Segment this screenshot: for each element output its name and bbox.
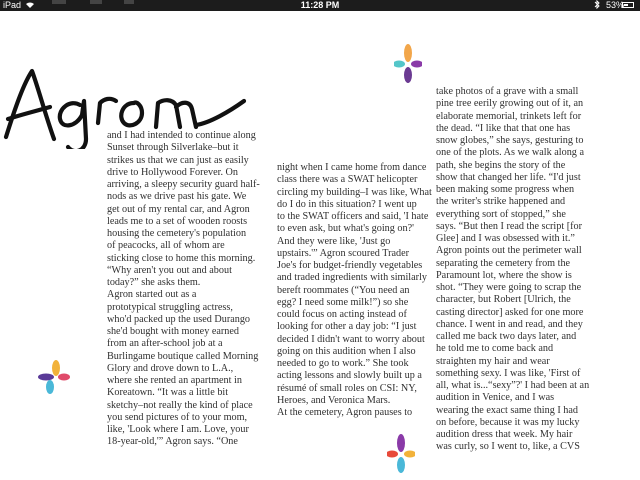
text-line: Paramount lot, where the show is [436,269,572,281]
text-line: Glee] and I was obsessed with it.” [436,233,575,244]
text-line: everything sort of stopped,” she [436,208,566,220]
text-line: like, 'Look where I am. Love, your [107,424,249,435]
text-line: going on this audition when I also [277,345,416,357]
text-line: audition in Venice, and I was [436,392,555,404]
text-column-3 [436,86,589,454]
text-line: Agron points out the perimeter wall [436,245,582,257]
text-line: Heroes, and Veronica Mars. [277,394,391,406]
text-line: sticking close to home this morning. [107,252,256,264]
text-line: snow globes,” she says, gesturing to [436,135,584,146]
text-line: separating the cemetery from the [436,257,571,269]
flower-ornament-top [394,44,422,84]
text-line: all, what is...“sexy”?' I had been at an [436,380,590,391]
text-line: something sexy. I was like, 'First of [436,367,581,379]
text-line: bereft roommates (“You need an [277,284,410,296]
text-line: who'd packed up the used Durango [107,313,251,325]
text-line: pine tree eerily growing out of it, an [436,98,584,110]
text-line: decided I didn't want to worry about [277,333,425,345]
text-line: 18-year-old,'” Agron says. “One [107,436,238,448]
text-line: night when I came home from dance [277,162,427,173]
text-line: Sunset through Silverlake–but it [107,142,239,154]
text-line: could focus on acting instead of [277,309,407,320]
text-line: get out of my rental car, and Agron [107,203,250,215]
text-line: he told me to come back and [436,343,554,355]
text-line: sketchy–not really the kind of place [107,399,253,411]
faded-media-controls [44,0,164,10]
text-line: acting lessons and slowly built up a [277,370,422,382]
text-line: upstairs.'” Agron scoured Trader [277,247,409,259]
text-line: casting director] asked for one more [436,306,584,318]
text-line: housing the cemetery's population [107,228,247,239]
text-line: class there was a SWAT helicopter [277,174,418,186]
text-line: Glory and drove down to L.A., [107,362,234,374]
text-line: egg? I need some milk!”) so she [277,296,409,308]
text-line: says. “But then I read the script [for [436,220,582,232]
text-line: elaborate memorial, trinkets left for [436,110,582,122]
text-line: leads me to a set of wooden roosts [107,215,248,227]
text-line: shot. “They were going to scrap the [436,282,582,293]
text-line: path, she begins the story of the [436,159,566,171]
text-line: drive to Hollywood Forever. On [107,166,239,178]
text-column-2 [277,162,432,419]
text-line: At the cemetery, Agron pauses to [277,407,413,418]
magazine-page[interactable] [0,11,640,480]
clock: 11:28 PM [300,0,340,10]
text-line: on before, because it was my lucky [436,416,580,428]
text-line: show that changed her life. “I'd just [436,171,581,183]
text-line: she'd bought with money earned [107,326,239,337]
text-line: And they were like, 'Just go [277,235,391,247]
text-line: needed to go to work.” She took [277,358,409,369]
text-line: wearing the exact same thing I had [436,404,579,416]
text-line: today?” she asks them. [107,277,201,288]
text-line: do I do in this situation? I went up [277,198,417,210]
text-line: nods as we drive past his gate. We [107,191,247,203]
text-line: Agron started out as a [107,289,197,301]
text-line: prototypical struggling actress, [107,301,233,313]
text-line: circling my building–I was like, What [277,186,432,198]
text-line: called me back two days later, and [436,331,577,342]
text-line: straighten my hair and wear [436,355,550,367]
text-line: from an after-school job at a [107,338,223,350]
flower-ornament-left [38,360,70,394]
text-line: arriving, a sleepy security guard half- [107,179,260,190]
text-line: strikes us that we can just as easily [107,154,249,166]
text-line: Burlingame boutique called Morning [107,350,259,362]
device-label: iPad [3,0,22,10]
battery-percent: 53% [606,0,625,10]
flower-ornament-bottom [387,434,415,474]
text-line: was curly, so I went to, like, a CVS [436,441,580,453]
text-line: résumé of small roles on CSI: NY, [277,382,417,394]
text-line: take photos of a grave with a small [436,86,579,97]
text-line: audition dress that week. My hair [436,429,573,440]
text-line: and I had intended to continue along [107,130,256,141]
text-line: “Why aren't you out and about [107,264,232,276]
text-line: the dead. “I like that that one has [436,122,571,134]
text-column-1 [107,130,260,449]
battery-icon [622,2,634,8]
text-line: chance. I went in and read, and they [436,318,583,330]
text-line: you send pictures of to your mom, [107,411,248,423]
text-line: looking for other a day job: “I just [277,321,417,333]
text-line: character, but Robert [Ulrich, the [436,294,571,306]
text-line: the writer's strike happened and [436,196,566,208]
text-line: been making some progress when [436,184,575,195]
text-line: to the SWAT officers and said, 'I hate [277,211,429,222]
text-line: Koreatown. “It was a little bit [107,387,229,399]
text-line: where she rented an apartment in [107,375,242,386]
text-line: and traded ingredients with similarly [277,272,427,284]
text-line: Joe's for budget-friendly vegetables [277,260,423,271]
text-line: to even ask, but what's going on?' [277,223,414,235]
text-line: one of the plots. As we walk along a [436,147,584,159]
text-line: of peacocks, all of whom are [107,240,225,252]
